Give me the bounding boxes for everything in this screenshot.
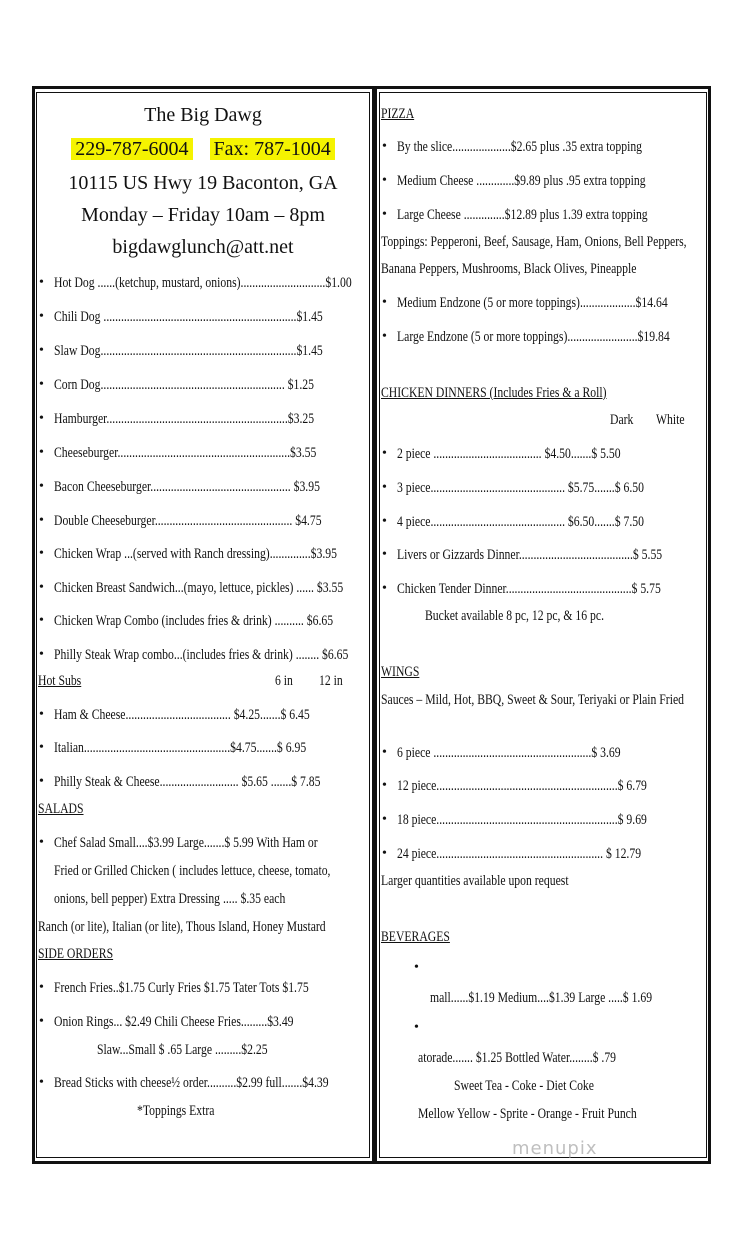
bullet-icon: •	[382, 207, 387, 222]
menu-item: Slaw Dog...................................................................$1.45	[54, 343, 323, 359]
menu-item: Chili Dog ..................................................................$1.45	[54, 309, 323, 325]
bullet-icon: •	[382, 778, 387, 793]
menu-item: Chicken Wrap Combo (includes fries & drink) .......... $6.65	[54, 613, 334, 629]
wings-note: Larger quantities available upon request	[381, 873, 569, 889]
chicken-col-white: White	[656, 412, 685, 428]
bullet-icon: •	[382, 139, 387, 154]
side-orders-heading: SIDE ORDERS	[38, 946, 114, 962]
address: 10115 US Hwy 19 Baconton, GA	[68, 172, 338, 194]
bullet-icon: •	[39, 613, 44, 628]
menu-item: Bacon Cheeseburger................................................ $3.95	[54, 479, 320, 495]
hours: Monday – Friday 10am – 8pm	[81, 204, 325, 226]
bullet-icon: •	[382, 446, 387, 461]
endzone-item: Medium Endzone (5 or more toppings)...................$14.64	[397, 295, 668, 311]
menu-item: Hamburger..............................................................$3.25	[54, 411, 315, 427]
contact-line	[37, 137, 369, 161]
bullet-icon: •	[382, 514, 387, 529]
wing-item: 18 piece..............................................................$ 9.69	[397, 812, 647, 828]
bullet-icon: •	[39, 647, 44, 662]
pizza-item: Large Cheese ..............$12.89 plus 1.39 extra topping	[397, 207, 648, 223]
bullet-icon: •	[39, 774, 44, 789]
bullet-icon: •	[382, 547, 387, 562]
right-panel	[379, 92, 707, 1158]
wing-item: 24 piece......................................................... $ 12.79	[397, 846, 642, 862]
bullet-icon: •	[382, 846, 387, 861]
bullet-icon: •	[39, 275, 44, 290]
wings-heading: WINGS	[381, 664, 420, 680]
bullet-icon: •	[39, 1075, 44, 1090]
bullet-icon: •	[39, 546, 44, 561]
email: bigdawglunch@att.net	[112, 236, 294, 258]
salad-line: Fried or Grilled Chicken ( includes lettuce, cheese, tomato,	[54, 863, 331, 879]
hot-subs-heading: Hot Subs	[38, 673, 82, 689]
salad-line: onions, bell pepper) Extra Dressing ..... $.35 each	[54, 891, 286, 907]
left-panel	[36, 92, 370, 1158]
restaurant-name: The Big Dawg	[144, 104, 262, 126]
endzone-item: Large Endzone (5 or more toppings)........................$19.84	[397, 329, 670, 345]
menu-item: Cheeseburger...........................................................$3.55	[54, 445, 317, 461]
side-item: Slaw...Small $ .65 Large .........$2.25	[97, 1042, 268, 1058]
column-divider	[372, 86, 377, 1164]
chicken-col-dark: Dark	[610, 412, 634, 428]
pizza-toppings: Toppings: Pepperoni, Beef, Sausage, Ham, Onions, Bell Peppers,	[381, 234, 687, 250]
salad-line: Chef Salad Small....$3.99 Large.......$ 5.99 With Ham or	[54, 835, 318, 851]
bullet-icon: •	[39, 479, 44, 494]
bullet-icon: •	[39, 980, 44, 995]
wing-item: 6 piece ......................................................$ 3.69	[397, 745, 621, 761]
chicken-item: 3 piece.............................................. $5.75.......$ 6.50	[397, 480, 644, 496]
bullet-icon: •	[414, 960, 419, 975]
salad-dressings: Ranch (or lite), Italian (or lite), Thous Island, Honey Mustard	[38, 919, 326, 935]
sub-item: Ham & Cheese.................................... $4.25.......$ 6.45	[54, 707, 310, 723]
bullet-icon: •	[382, 745, 387, 760]
chicken-item: 2 piece ..................................... $4.50.......$ 5.50	[397, 446, 621, 462]
bullet-icon: •	[39, 740, 44, 755]
bullet-icon: •	[39, 343, 44, 358]
bullet-icon: •	[39, 1014, 44, 1029]
bullet-icon: •	[39, 377, 44, 392]
menu-item: Chicken Wrap ...(served with Ranch dressing)..............$3.95	[54, 546, 337, 562]
hot-subs-col-6in: 6 in	[275, 673, 293, 689]
chicken-heading: CHICKEN DINNERS (Includes Fries & a Roll)	[381, 385, 607, 401]
beverages-heading: BEVERAGES	[381, 929, 450, 945]
bullet-icon: •	[39, 445, 44, 460]
bullet-icon: •	[39, 580, 44, 595]
menu-item: Philly Steak Wrap combo...(includes fries & drink) ........ $6.65	[54, 647, 349, 663]
bullet-icon: •	[382, 812, 387, 827]
bullet-icon: •	[382, 295, 387, 310]
beverage-flavors: Sweet Tea - Coke - Diet Coke	[454, 1078, 594, 1094]
wings-sauces: Sauces – Mild, Hot, BBQ, Sweet & Sour, Teriyaki or Plain Fried	[381, 692, 685, 708]
sub-item: Philly Steak & Cheese........................... $5.65 .......$ 7.85	[54, 774, 321, 790]
side-item: Bread Sticks with cheese½ order..........$2.99 full.......$4.39	[54, 1075, 329, 1091]
bullet-icon: •	[382, 581, 387, 596]
salads-heading: SALADS	[38, 801, 84, 817]
wing-item: 12 piece..............................................................$ 6.79	[397, 778, 647, 794]
bullet-icon: •	[382, 329, 387, 344]
bullet-icon: •	[39, 835, 44, 850]
menu-item: Hot Dog ......(ketchup, mustard, onions).............................$1.00	[54, 275, 352, 291]
pizza-item: By the slice....................$2.65 plus .35 extra topping	[397, 139, 643, 155]
sub-item: Italian..................................................$4.75.......$ 6.95	[54, 740, 307, 756]
fax-number: Fax: 787-1004	[210, 138, 335, 160]
side-item: Onion Rings... $2.49 Chili Cheese Fries.........$3.49	[54, 1014, 294, 1030]
bucket-note: Bucket available 8 pc, 12 pc, & 16 pc.	[425, 608, 605, 624]
pizza-toppings: Banana Peppers, Mushrooms, Black Olives, Pineapple	[381, 261, 637, 277]
beverage-gatorade-water: atorade....... $1.25 Bottled Water........$ .79	[418, 1050, 617, 1066]
bullet-icon: •	[39, 411, 44, 426]
bullet-icon: •	[39, 707, 44, 722]
bullet-icon: •	[39, 309, 44, 324]
beverage-soft-drinks: mall......$1.19 Medium....$1.39 Large .....$ 1.69	[430, 990, 653, 1006]
menu-item: Corn Dog............................................................... $1.25	[54, 377, 315, 393]
phone-number: 229-787-6004	[71, 138, 192, 160]
chicken-item: Livers or Gizzards Dinner.......................................$ 5.55	[397, 547, 663, 563]
menu-item: Chicken Breast Sandwich...(mayo, lettuce, pickles) ...... $3.55	[54, 580, 344, 596]
bullet-icon: •	[382, 173, 387, 188]
beverage-flavors: Mellow Yellow - Sprite - Orange - Fruit Punch	[418, 1106, 637, 1122]
bullet-icon: •	[39, 513, 44, 528]
watermark-logo: menupix	[512, 1138, 598, 1159]
chicken-item: Chicken Tender Dinner...........................................$ 5.75	[397, 581, 661, 597]
chicken-item: 4 piece.............................................. $6.50.......$ 7.50	[397, 514, 644, 530]
hot-subs-col-12in: 12 in	[319, 673, 343, 689]
pizza-heading: PIZZA	[381, 106, 415, 122]
bullet-icon: •	[414, 1020, 419, 1035]
pizza-item: Medium Cheese .............$9.89 plus .95 extra topping	[397, 173, 646, 189]
toppings-note: *Toppings Extra	[137, 1103, 215, 1119]
menu-item: Double Cheeseburger............................................... $4.75	[54, 513, 322, 529]
side-item: French Fries..$1.75 Curly Fries $1.75 Tater Tots $1.75	[54, 980, 309, 996]
bullet-icon: •	[382, 480, 387, 495]
